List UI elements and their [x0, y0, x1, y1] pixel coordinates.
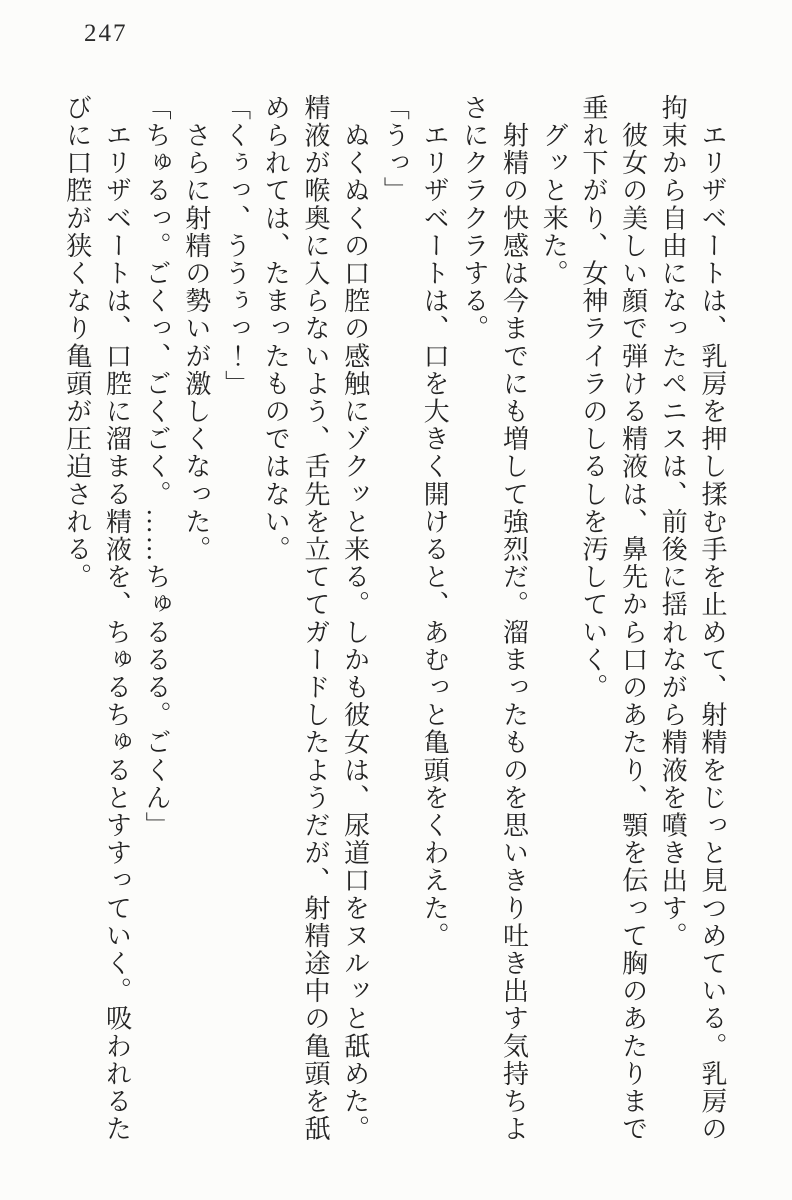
paragraph: グッと来た。: [539, 94, 569, 288]
page-number: 247: [84, 20, 128, 47]
paragraph: 「うっ」: [380, 94, 410, 205]
paragraph: 彼女の美しい顔で弾ける精液は、鼻先から口のあたり、顎を伝って胸のあたりまで垂れ下がり、女神ライラのしるしを汚していく。: [578, 94, 648, 1143]
paragraph: エリザベートは、口腔に溜まる精液を、ちゅるちゅるとすすっていく。吸われるたびに口腔が狭くなり亀頭が圧迫される。: [62, 94, 132, 1143]
paragraph: 「ちゅるっ。ごくっ、ごくごく。……ちゅるるる。ごくん」: [142, 94, 172, 840]
vertical-text-block: [54, 94, 732, 1150]
paragraph: さらに射精の勢いが激しくなった。: [181, 94, 211, 564]
paragraph: エリザベートは、口を大きく開けると、あむっと亀頭をくわえた。: [420, 94, 450, 950]
paragraph: 射精の快感は今までにも増して強烈だ。溜まったものを思いきり吐き出す気持ちよさにクラクラする。: [459, 94, 529, 1143]
paragraph: エリザベートは、乳房を押し揉む手を止めて、射精をじっと見つめている。乳房の拘束から自由になったペニスは、前後に揺れながら精液を噴き出す。: [658, 94, 727, 1143]
paragraph: ぬくぬくの口腔の感触にゾクッと来る。しかも彼女は、尿道口をヌルッと舐めた。精液が喉奥に入らないよう、舌先を立ててガードしたようだが、射精途中の亀頭を舐められては、たまったものではない。: [261, 94, 370, 1143]
paragraph: 「くぅっ、ううぅっ！」: [221, 94, 251, 398]
